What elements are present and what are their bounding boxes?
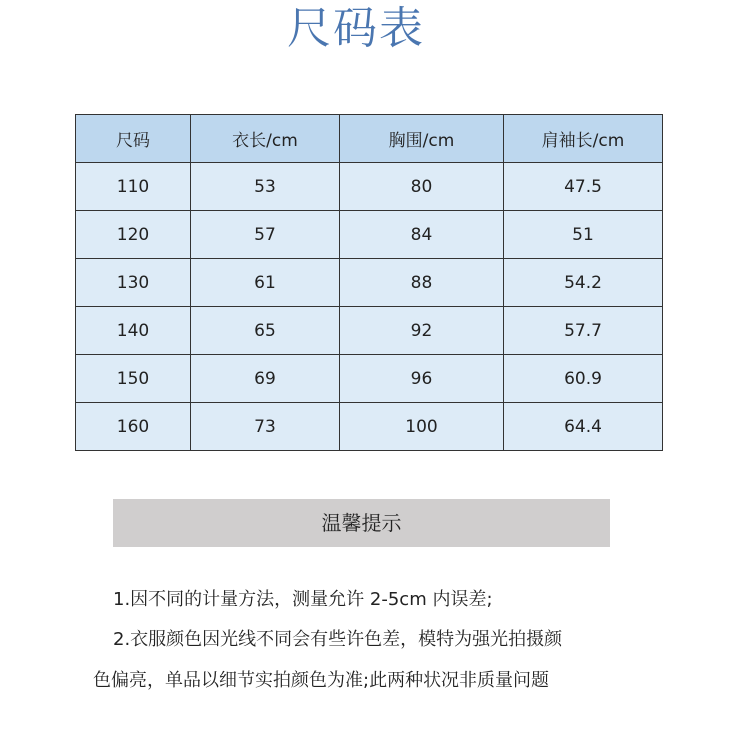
table-cell: 64.4: [504, 403, 663, 451]
size-table: [75, 114, 663, 451]
table-cell: 80: [340, 163, 504, 211]
table-cell: 73: [191, 403, 340, 451]
table-cell: 120: [76, 211, 191, 259]
tips-heading: 温馨提示: [113, 499, 610, 547]
table-cell: 140: [76, 307, 191, 355]
table-cell: 53: [191, 163, 340, 211]
table-cell: 47.5: [504, 163, 663, 211]
table-cell: 51: [504, 211, 663, 259]
column-header-shoulder-sleeve: 肩袖长/cm: [504, 115, 663, 163]
table-cell: 84: [340, 211, 504, 259]
table-cell: 160: [76, 403, 191, 451]
tip-line: 色偏亮，单品以细节实拍颜色为准;此两种状况非质量问题: [93, 670, 550, 691]
table-row: [76, 211, 663, 259]
table-cell: 57.7: [504, 307, 663, 355]
table-cell: 110: [76, 163, 191, 211]
page-title: 尺码表: [287, 3, 425, 54]
tip-line: 1.因不同的计量方法，测量允许 2-5cm 内误差;: [113, 589, 493, 610]
table-cell: 92: [340, 307, 504, 355]
table-row: [76, 403, 663, 451]
table-row: [76, 355, 663, 403]
table-cell: 65: [191, 307, 340, 355]
table-row: [76, 307, 663, 355]
table-cell: 54.2: [504, 259, 663, 307]
table-cell: 130: [76, 259, 191, 307]
column-header-size: 尺码: [76, 115, 191, 163]
tip-line: 2.衣服颜色因光线不同会有些许色差，模特为强光拍摄颜: [113, 629, 563, 650]
table-cell: 61: [191, 259, 340, 307]
table-cell: 88: [340, 259, 504, 307]
column-header-chest: 胸围/cm: [340, 115, 504, 163]
table-cell: 96: [340, 355, 504, 403]
table-header-row: [76, 115, 663, 163]
table-cell: 57: [191, 211, 340, 259]
table-row: [76, 163, 663, 211]
table-cell: 150: [76, 355, 191, 403]
table-cell: 60.9: [504, 355, 663, 403]
table-cell: 69: [191, 355, 340, 403]
table-cell: 100: [340, 403, 504, 451]
column-header-length: 衣长/cm: [191, 115, 340, 163]
table-row: [76, 259, 663, 307]
